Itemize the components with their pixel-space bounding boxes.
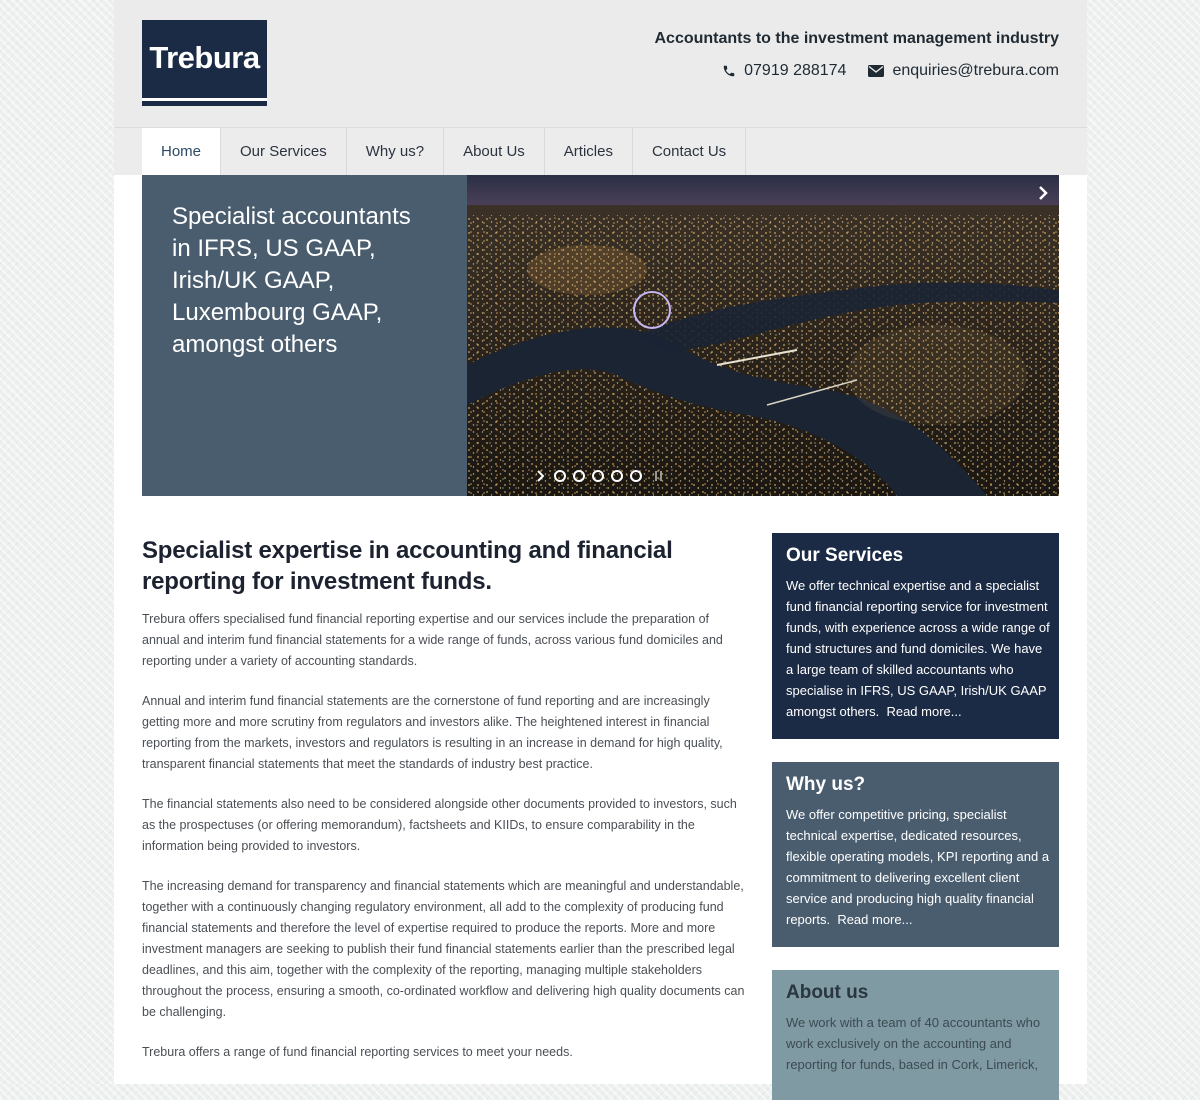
- box-title: About us: [786, 982, 869, 1003]
- email-address: enquiries@trebura.com: [892, 62, 1059, 79]
- box-title: Our Services: [786, 545, 904, 566]
- hero-caption-line: Irish/UK GAAP,: [172, 267, 335, 294]
- about-us-box: [772, 970, 1059, 1100]
- page-container: [114, 0, 1087, 1084]
- phone-contact[interactable]: [722, 62, 846, 80]
- box-body: [786, 804, 1051, 930]
- slider-pause-icon[interactable]: [655, 471, 662, 481]
- header-tagline: Accountants to the investment management industry: [654, 30, 1059, 47]
- page-heading: [142, 535, 747, 597]
- slider-controls: [535, 469, 662, 483]
- slider-dot[interactable]: [554, 470, 566, 482]
- box-text: We offer competitive pricing, specialist technical expertise, dedicated resources, flexible operating models, KPI reporting and a commitment to delivering excellent client service and producing high quality financial reports.: [786, 807, 1050, 927]
- slider-dot[interactable]: [592, 470, 604, 482]
- logo-stripe: [142, 98, 267, 101]
- nav-item-about-us[interactable]: About Us: [444, 128, 545, 176]
- read-more-link[interactable]: Read more...: [886, 704, 962, 719]
- trebura-logo[interactable]: [142, 20, 267, 106]
- nav-item-why-us[interactable]: Why us?: [347, 128, 444, 176]
- box-body: [786, 575, 1051, 722]
- slider-dot[interactable]: [611, 470, 623, 482]
- email-contact[interactable]: [868, 62, 1059, 80]
- hero-caption-line: Specialist accountants: [172, 203, 411, 230]
- main-content: [142, 535, 747, 1063]
- body-paragraph: Annual and interim fund financial statements are the cornerstone of fund reporting and are increasingly getting more and more scrutiny from regulators and investors alike. The heightened interest in financial reporting from the markets, investors and regulators is resulting in an increase in demand for high quality, transparent financial statements that meet the standards of industry best practice.: [142, 694, 723, 771]
- heading-line: Specialist expertise in accounting and financial: [142, 537, 673, 564]
- nav-item-our-services[interactable]: Our Services: [221, 128, 347, 176]
- slider-dot[interactable]: [573, 470, 585, 482]
- heading-line: reporting for investment funds.: [142, 568, 492, 595]
- phone-icon: [722, 64, 736, 78]
- body-paragraph: Trebura offers a range of fund financial reporting services to meet your needs.: [142, 1045, 573, 1059]
- hero-city-photo: [467, 175, 1059, 496]
- why-us-box: [772, 762, 1059, 947]
- read-more-link[interactable]: Read more...: [837, 912, 913, 927]
- body-paragraph: The increasing demand for transparency and financial statements which are meaningful and understandable, together with a continuously changing regulatory environment, all add to the complexity of producing fund financial statements and therefore the level of expertise required to produce the reports. More and more investment managers are seeking to publish their fund financial statements earlier than the prescribed legal deadlines, and this aim, together with the complexity of the reporting, managing multiple stakeholders throughout the process, ensuring a smooth, co-ordinated workflow and delivering high quality documents can be challenging.: [142, 879, 745, 1019]
- hero-caption: [142, 175, 467, 496]
- header-contact: [722, 62, 1059, 80]
- phone-number: 07919 288174: [744, 62, 847, 79]
- nav-item-contact-us[interactable]: Contact Us: [633, 128, 746, 176]
- hero-caption-line: in IFRS, US GAAP,: [172, 235, 376, 262]
- hero-slider: [142, 175, 1059, 496]
- site-header: [114, 0, 1087, 127]
- nav-item-home[interactable]: Home: [142, 128, 221, 176]
- body-paragraph: Trebura offers specialised fund financial reporting expertise and our services include the preparation of annual and interim fund financial statements for a wide range of funds, across various fund domiciles and reporting under a variety of accounting standards.: [142, 612, 723, 668]
- logo-text: Trebura: [149, 40, 260, 75]
- our-services-box: [772, 533, 1059, 739]
- nav-item-articles[interactable]: Articles: [545, 128, 633, 176]
- hero-caption-line: amongst others: [172, 331, 338, 358]
- body-paragraph: The financial statements also need to be considered alongside other documents provided to investors, such as the prospectuses (or offering memorandum), factsheets and KIIDs, to ensure comparability in the information being provided to investors.: [142, 797, 737, 853]
- night-city-illustration: [467, 175, 1059, 496]
- envelope-icon: [868, 65, 884, 77]
- slider-next-arrow-icon[interactable]: [1037, 185, 1049, 201]
- box-text: We work with a team of 40 accountants who work exclusively on the accounting and reporting for funds, based in Cork, Limerick,: [786, 1015, 1041, 1072]
- slider-play-arrow-icon[interactable]: [535, 469, 547, 483]
- hero-caption-line: Luxembourg GAAP,: [172, 299, 383, 326]
- box-title: Why us?: [786, 774, 866, 795]
- box-text: We offer technical expertise and a specialist fund financial reporting service for investment funds, with experience across a wide range of fund structures and fund domiciles. We have a large team of skilled accountants who specialise in IFRS, US GAAP, Irish/UK GAAP amongst others.: [786, 578, 1050, 719]
- main-nav: [114, 127, 1087, 175]
- slider-dot[interactable]: [630, 470, 642, 482]
